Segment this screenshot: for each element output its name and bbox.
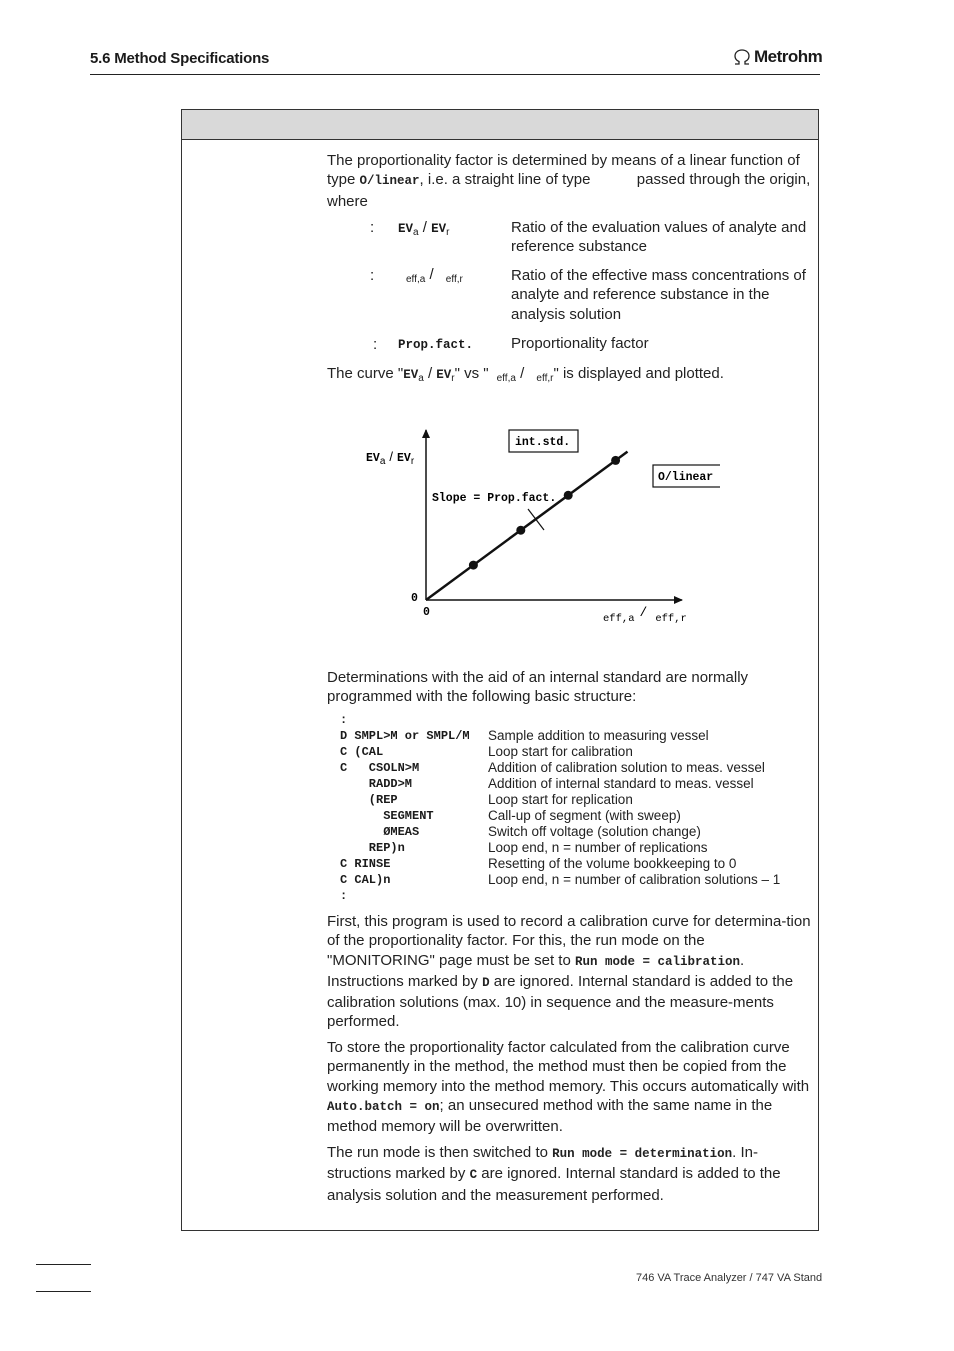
program-command: C CSOLN>M [340, 761, 420, 775]
paragraph-calibration: First, this program is used to record a calibration curve for determina-tion of the proportionality factor. For this, the run mode on the "MONITORING" page must be set to Run mode = calibration. Instructions marked by D are ignored. Internal standard is added to the calibration solutions (max. 10) in sequence and the measure-ments performed. [327, 913, 811, 1031]
def-desc-ev: Ratio of the evaluation values of analyte and reference substance [511, 219, 807, 256]
intro-paragraph: The proportionality factor is determined by means of a linear function of type O/linear, i.e. a straight line of type passed through the origin, where [327, 152, 811, 210]
inline-code: Run mode = determination [552, 1147, 733, 1161]
section-title: 5.6 Method Specifications [90, 50, 270, 67]
program-description: Loop end, n = number of replications [488, 840, 708, 855]
brand-name: Metrohm [754, 47, 823, 66]
calibration-point [516, 526, 525, 535]
program-command: C RINSE [340, 857, 391, 871]
inline-code: D [482, 975, 490, 990]
origin-x-label: 0 [423, 606, 430, 619]
program-description: Resetting of the volume bookkeeping to 0 [488, 856, 737, 871]
program-description: Switch off voltage (solution change) [488, 824, 701, 839]
program-row [340, 856, 780, 872]
program-description: Sample addition to measuring vessel [488, 728, 709, 743]
x-axis-label: eff,a / eff,r [603, 605, 687, 625]
inline-code: C [469, 1168, 478, 1183]
calibration-point [469, 561, 478, 570]
def-symbol-propfact: Prop.fact. [398, 338, 474, 352]
def-colon: : [373, 336, 378, 353]
program-description: Addition of calibration solution to meas. vessel [488, 760, 765, 775]
paragraph-determination: The run mode is then switched to Run mode = determination. In-structions marked by C are ignored. Internal standard is added to the analysis solution and the measurement performed. [327, 1144, 781, 1204]
badge-o-linear-label: O/linear [658, 471, 714, 484]
slope-pointer [528, 509, 544, 530]
program-command: C (CAL [340, 745, 384, 759]
calibration-diagram [340, 420, 720, 640]
program-description: Loop start for calibration [488, 744, 633, 759]
program-row [340, 744, 780, 760]
omega-logo-icon [733, 49, 751, 65]
program-row [340, 872, 780, 888]
header-rule [90, 74, 820, 75]
program-row [340, 888, 780, 904]
program-command: (REP [340, 793, 398, 807]
program-command: SEGMENT [340, 809, 434, 823]
y-axis-label: EVa / EVr [366, 449, 415, 467]
def-colon: : [370, 219, 375, 236]
program-row [340, 824, 780, 840]
program-description: Call-up of segment (with sweep) [488, 808, 681, 823]
def-symbol-beta-ratio: $_{eff,a}$ / $_{eff,r}$ [406, 266, 463, 285]
frame-header-band [182, 110, 818, 140]
paragraph-store: To store the proportionality factor calculated from the calibration curve permanently in the method, the method must then be copied from the working memory into the method memory. This occurs automatically with Auto.batch = on; an unsecured method with the same name in the method memory will be overwritten. [327, 1039, 810, 1136]
program-row [340, 760, 780, 776]
calibration-point [564, 491, 573, 500]
structure-intro: Determinations with the aid of an internal standard are normally programmed with the following basic structure: [327, 669, 749, 706]
program-description: Loop start for replication [488, 792, 633, 807]
footer-product: 746 VA Trace Analyzer / 747 VA Stand [636, 1272, 823, 1284]
program-command: REP)n [340, 841, 405, 855]
program-listing [340, 712, 780, 904]
curve-sentence: The curve "$EV_a / EV_r$" vs " $_{eff,a}$ / $_{eff,r}$" is displayed and plotted. [327, 365, 724, 384]
program-command: : [340, 889, 348, 903]
calibration-point [611, 456, 620, 465]
inline-code: O/linear [359, 174, 420, 189]
badge-int-std-label: int.std. [515, 436, 571, 449]
footer-rule-bottom [36, 1291, 91, 1292]
program-row [340, 776, 780, 792]
inline-code: Auto.batch = on [327, 1099, 440, 1114]
def-desc-beta: Ratio of the effective mass concentrations of analyte and reference substance in the analysis solution [511, 267, 806, 323]
program-row [340, 712, 780, 728]
program-command: D SMPL>M or SMPL/M [340, 729, 470, 743]
slope-label: Slope = Prop.fact. [432, 492, 557, 505]
inline-code: Run mode = calibration [574, 954, 740, 969]
program-command: RADD>M [340, 777, 413, 791]
def-symbol-ev-ratio: $EV_a / EV_r$ [398, 219, 450, 238]
program-row [340, 728, 780, 744]
program-row [340, 840, 780, 856]
program-row [340, 792, 780, 808]
footer-rule-top [36, 1264, 91, 1265]
program-description: Addition of internal standard to meas. vessel [488, 776, 754, 791]
brand-logo [733, 47, 822, 67]
program-description: Loop end, n = number of calibration solutions – 1 [488, 872, 781, 887]
program-command: C CAL)n [340, 873, 391, 887]
program-row [340, 808, 780, 824]
program-command: ØMEAS [340, 825, 420, 839]
program-command: : [340, 713, 348, 727]
def-colon: : [370, 267, 375, 284]
fit-line [426, 452, 628, 600]
origin-y-label: 0 [411, 592, 418, 605]
def-desc-propfact: Proportionality factor [511, 335, 649, 352]
